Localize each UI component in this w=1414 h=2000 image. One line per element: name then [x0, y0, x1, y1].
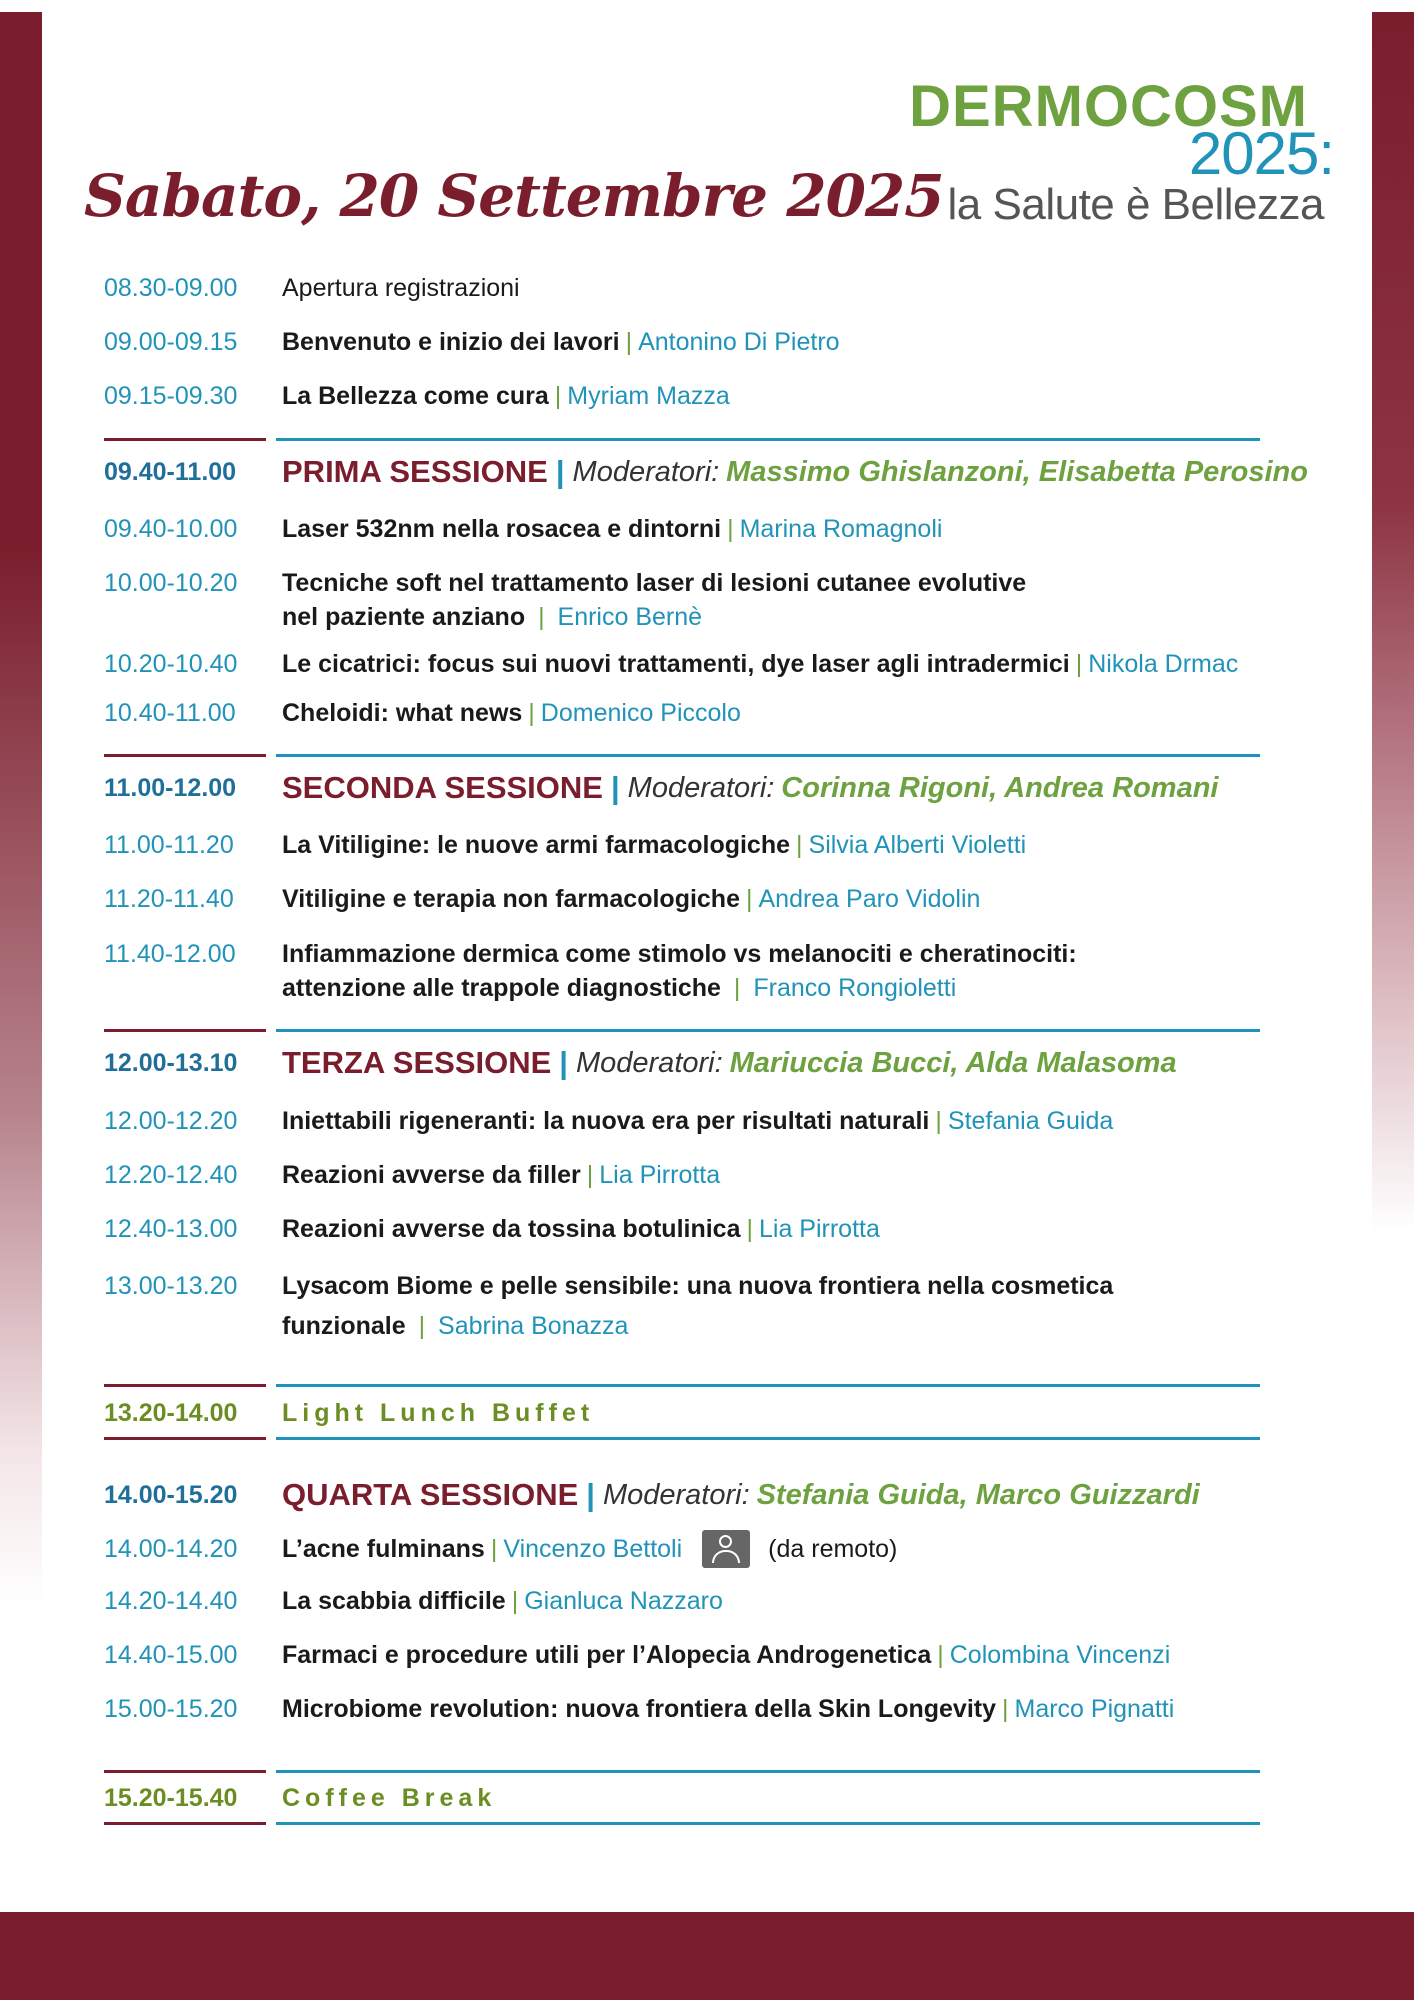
speaker-name: Silvia Alberti Violetti — [808, 831, 1027, 859]
schedule-row — [104, 937, 1077, 1005]
break-row — [104, 1781, 496, 1815]
talk-title: Farmaci e procedure utili per l’Alopecia Androgenetica — [282, 1641, 932, 1669]
time-slot: 11.40-12.00 — [104, 940, 236, 968]
separator: | — [586, 1477, 595, 1512]
schedule-row — [104, 1638, 1170, 1672]
speaker-name: Enrico Bernè — [557, 603, 703, 631]
session-time: 12.00-13.10 — [104, 1049, 238, 1077]
speaker-name: Stefania Guida — [947, 1107, 1114, 1135]
schedule-row — [104, 512, 942, 546]
schedule-row — [104, 882, 980, 916]
talk-title: Iniettabili rigeneranti: la nuova era per risultati naturali — [282, 1107, 930, 1135]
logo-tagline: la Salute è Bellezza — [947, 180, 1324, 229]
session-header — [104, 771, 1218, 805]
time-slot: 13.00-13.20 — [104, 1272, 238, 1300]
talk-title: Microbiome revolution: nuova frontiera della Skin Longevity — [282, 1695, 996, 1723]
break-time: 13.20-14.00 — [104, 1399, 238, 1427]
time-slot: 11.00-11.20 — [104, 831, 234, 859]
time-slot: 10.20-10.40 — [104, 650, 238, 678]
session-time: 14.00-15.20 — [104, 1481, 238, 1509]
speaker-name: Sabrina Bonazza — [438, 1312, 629, 1340]
time-slot: 12.00-12.20 — [104, 1107, 238, 1135]
talk-title-continued: nel paziente anziano — [282, 603, 526, 631]
talk-title: Le cicatrici: focus sui nuovi trattamenti, dye laser agli intradermici — [282, 650, 1070, 678]
talk-title: Reazioni avverse da tossina botulinica — [282, 1215, 741, 1243]
talk-title: Benvenuto e inizio dei lavori — [282, 328, 620, 356]
separator: | — [935, 1107, 942, 1135]
moderators-label: Moderatori: — [575, 1047, 723, 1079]
section-divider — [104, 1770, 266, 1773]
separator: | — [1002, 1695, 1009, 1723]
break-row — [104, 1396, 594, 1430]
speaker-name: Marco Pignatti — [1014, 1695, 1175, 1723]
time-slot: 08.30-09.00 — [104, 274, 238, 302]
moderators: Mariuccia Bucci, Alda Malasoma — [729, 1047, 1177, 1079]
separator: | — [555, 454, 565, 489]
section-divider — [104, 1822, 266, 1825]
separator: | — [586, 1161, 594, 1189]
moderators-label: Moderatori: — [602, 1479, 750, 1511]
talk-title-continued: funzionale — [282, 1312, 406, 1340]
session-title: TERZA SESSIONE — [282, 1045, 552, 1080]
time-slot: 10.40-11.00 — [104, 699, 236, 727]
time-slot: 14.40-15.00 — [104, 1641, 238, 1669]
schedule-row — [104, 271, 520, 305]
separator: | — [559, 1045, 568, 1080]
speaker-name: Domenico Piccolo — [540, 699, 741, 727]
time-slot: 14.00-14.20 — [104, 1535, 238, 1563]
event-logo — [874, 74, 1334, 238]
moderators-label: Moderatori: — [627, 772, 775, 804]
speaker-name: Nikola Drmac — [1088, 650, 1239, 678]
speaker-name: Gianluca Nazzaro — [524, 1587, 723, 1615]
time-slot: 12.20-12.40 — [104, 1161, 238, 1189]
session-title: QUARTA SESSIONE — [282, 1477, 579, 1512]
time-slot: 11.20-11.40 — [104, 885, 234, 913]
speaker-name: Myriam Mazza — [567, 382, 730, 410]
session-header — [104, 455, 1308, 489]
section-divider — [276, 754, 1260, 757]
section-divider — [276, 1822, 1260, 1825]
moderators: Corinna Rigoni, Andrea Romani — [781, 772, 1219, 804]
logo-brand: DERMOCOSM — [909, 74, 1308, 139]
separator: | — [796, 831, 803, 859]
section-divider — [276, 1437, 1260, 1440]
schedule-row — [104, 1104, 1113, 1138]
speaker-name: Franco Rongioletti — [753, 974, 957, 1002]
remote-note: (da remoto) — [768, 1535, 898, 1563]
schedule-row — [104, 696, 741, 730]
remote-user-icon — [702, 1530, 750, 1568]
session-time: 09.40-11.00 — [104, 458, 237, 486]
speaker-name: Antonino Di Pietro — [638, 328, 840, 356]
schedule-row — [104, 1692, 1174, 1726]
separator: | — [745, 885, 753, 913]
section-divider — [276, 1384, 1260, 1387]
bottom-decorative-bar — [0, 1912, 1414, 2000]
speaker-name: Colombina Vincenzi — [949, 1641, 1171, 1669]
section-divider — [104, 1384, 266, 1387]
schedule-row — [104, 1584, 723, 1618]
talk-title: Reazioni avverse da filler — [282, 1161, 581, 1189]
time-slot: 09.15-09.30 — [104, 382, 238, 410]
break-label: Coffee Break — [282, 1784, 497, 1812]
talk-title: La scabbia difficile — [282, 1587, 506, 1615]
talk-title: Infiammazione dermica come stimolo vs melanociti e cheratinociti: — [282, 940, 1077, 968]
talk-title: Tecniche soft nel trattamento laser di lesioni cutanee evolutive — [282, 569, 1027, 597]
session-header — [104, 1046, 1177, 1080]
page-title: Sabato, 20 Settembre 2025 — [84, 162, 944, 230]
schedule-row — [104, 566, 1026, 634]
talk-title: L’acne fulminans — [282, 1535, 485, 1563]
break-label: Light Lunch Buffet — [282, 1399, 595, 1427]
talk-title: Cheloidi: what news — [282, 699, 523, 727]
speaker-name: Lia Pirrotta — [758, 1215, 880, 1243]
time-slot: 14.20-14.40 — [104, 1587, 238, 1615]
talk-title: Vitiligine e terapia non farmacologiche — [282, 885, 740, 913]
speaker-name: Lia Pirrotta — [599, 1161, 721, 1189]
schedule-row — [104, 828, 1026, 862]
talk-title: La Bellezza come cura — [282, 382, 549, 410]
logo-year: 2025: — [1188, 120, 1334, 187]
speaker-name: Marina Romagnoli — [739, 515, 943, 543]
section-divider — [276, 1029, 1260, 1032]
schedule-row — [104, 1266, 1113, 1346]
session-title: SECONDA SESSIONE — [282, 770, 603, 805]
separator: | — [733, 974, 741, 1002]
section-divider — [104, 1029, 266, 1032]
section-divider — [104, 1437, 266, 1440]
talk-title-continued: attenzione alle trappole diagnostiche — [282, 974, 721, 1002]
schedule-row — [104, 1530, 897, 1568]
schedule-row — [104, 1212, 880, 1246]
moderators-label: Moderatori: — [572, 456, 720, 488]
talk-title: La Vitiligine: le nuove armi farmacologiche — [282, 831, 791, 859]
separator: | — [625, 328, 633, 356]
separator: | — [610, 770, 620, 805]
session-title: PRIMA SESSIONE — [282, 454, 548, 489]
separator: | — [528, 699, 535, 727]
separator: | — [1075, 650, 1083, 678]
talk-title: Lysacom Biome e pelle sensibile: una nuova frontiera nella cosmetica — [282, 1272, 1114, 1300]
separator: | — [554, 382, 562, 410]
right-decorative-bar — [1372, 12, 1414, 1232]
time-slot: 12.40-13.00 — [104, 1215, 238, 1243]
speaker-name: Andrea Paro Vidolin — [758, 885, 981, 913]
session-time: 11.00-12.00 — [104, 774, 237, 802]
speaker-name: Vincenzo Bettoli — [503, 1535, 683, 1563]
talk-title: Apertura registrazioni — [282, 274, 520, 302]
time-slot: 10.00-10.20 — [104, 569, 238, 597]
section-divider — [104, 754, 266, 757]
schedule-row — [104, 325, 840, 359]
left-decorative-bar — [0, 12, 42, 1912]
separator: | — [538, 603, 545, 631]
time-slot: 09.40-10.00 — [104, 515, 238, 543]
separator: | — [937, 1641, 944, 1669]
time-slot: 15.00-15.20 — [104, 1695, 238, 1723]
time-slot: 09.00-09.15 — [104, 328, 238, 356]
schedule-row — [104, 379, 730, 413]
moderators: Stefania Guida, Marco Guizzardi — [756, 1479, 1200, 1511]
separator: | — [418, 1312, 426, 1340]
talk-title: Laser 532nm nella rosacea e dintorni — [282, 515, 722, 543]
section-divider — [276, 1770, 1260, 1773]
separator: | — [746, 1215, 753, 1243]
session-header — [104, 1478, 1200, 1512]
separator: | — [511, 1587, 519, 1615]
break-time: 15.20-15.40 — [104, 1784, 238, 1812]
section-divider — [276, 438, 1260, 441]
moderators: Massimo Ghislanzoni, Elisabetta Perosino — [726, 456, 1308, 488]
section-divider — [104, 438, 266, 441]
separator: | — [727, 515, 734, 543]
separator: | — [490, 1535, 498, 1563]
schedule-row — [104, 647, 1238, 681]
schedule-row — [104, 1158, 720, 1192]
